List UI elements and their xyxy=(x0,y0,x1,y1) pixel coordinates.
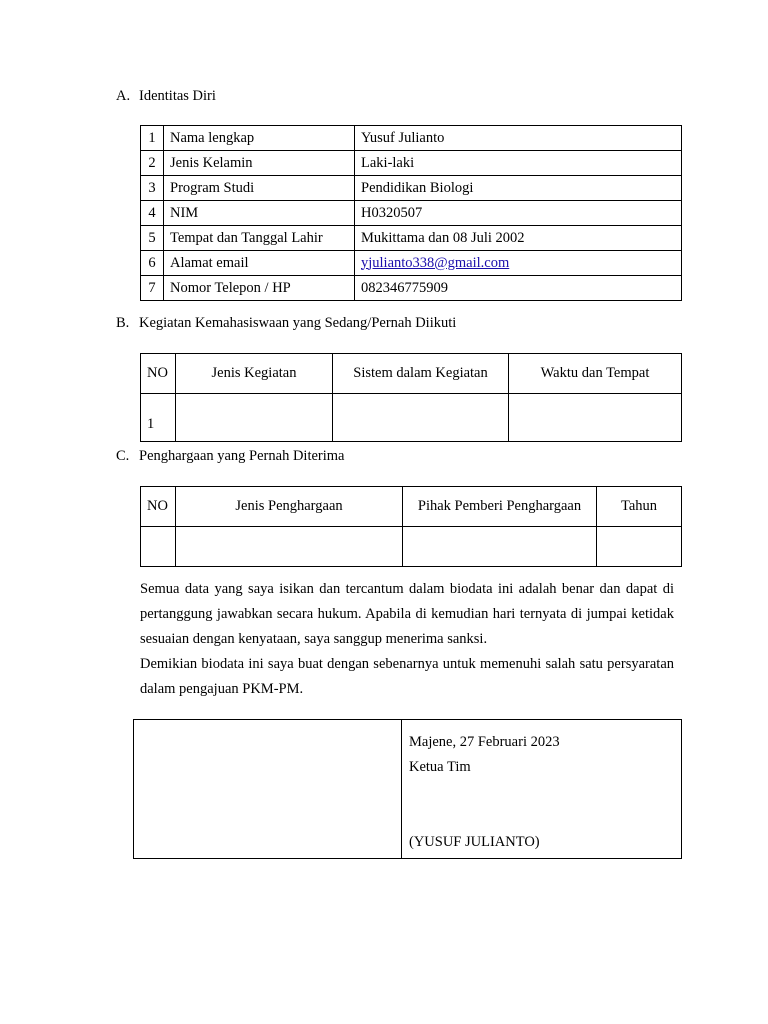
table-cell xyxy=(403,527,597,567)
signature-row xyxy=(134,720,682,859)
signer-role: Ketua Tim xyxy=(409,759,471,775)
field-value: Pendidikan Biologi xyxy=(355,176,682,201)
section-title: Identitas Diri xyxy=(139,88,216,104)
table-header-row xyxy=(141,487,682,527)
column-header: Jenis Kegiatan xyxy=(176,354,333,394)
column-header: Sistem dalam Kegiatan xyxy=(333,354,509,394)
field-label: Tempat dan Tanggal Lahir xyxy=(164,226,355,251)
table-cell xyxy=(176,527,403,567)
row-number: 7 xyxy=(141,276,164,301)
closing-paragraph: Demikian biodata ini saya buat dengan sebenarnya untuk memenuhi salah satu persyaratan dalam pengajuan PKM-PM. xyxy=(140,656,674,697)
column-header: NO xyxy=(141,354,176,394)
column-header: Tahun xyxy=(597,487,682,527)
table-cell xyxy=(141,527,176,567)
signature-table xyxy=(133,719,682,859)
section-letter: B. xyxy=(116,315,130,331)
section-a-heading xyxy=(116,88,216,105)
row-number: 5 xyxy=(141,226,164,251)
field-value: Yusuf Julianto xyxy=(355,126,682,151)
table-row xyxy=(141,276,682,301)
activities-table xyxy=(140,353,682,442)
row-number: 2 xyxy=(141,151,164,176)
section-b-heading xyxy=(116,315,456,332)
table-row xyxy=(141,151,682,176)
row-number: 3 xyxy=(141,176,164,201)
field-label: Nama lengkap xyxy=(164,126,355,151)
table-row xyxy=(141,527,682,567)
place-date: Majene, 27 Februari 2023 xyxy=(409,734,560,750)
section-title: Penghargaan yang Pernah Diterima xyxy=(139,448,345,464)
table-row xyxy=(141,394,682,442)
field-value: Mukittama dan 08 Juli 2002 xyxy=(355,226,682,251)
row-number: 6 xyxy=(141,251,164,276)
table-cell xyxy=(333,394,509,442)
section-c-heading xyxy=(116,448,345,465)
field-label: Alamat email xyxy=(164,251,355,276)
table-row xyxy=(141,251,682,276)
field-label: Nomor Telepon / HP xyxy=(164,276,355,301)
signer-name: (YUSUF JULIANTO) xyxy=(409,834,540,850)
table-cell xyxy=(176,394,333,442)
field-label: NIM xyxy=(164,201,355,226)
identity-table xyxy=(140,125,682,301)
statement-paragraph: Semua data yang saya isikan dan tercantum dalam biodata ini adalah benar dan dapat di pertanggung jawabkan secara hukum. Apabila di kemudian hari ternyata di jumpai ketidak sesuaian dengan kenyataan, saya sanggup menerima sanksi. xyxy=(140,581,674,647)
table-row xyxy=(141,176,682,201)
field-value: 082346775909 xyxy=(355,276,682,301)
section-letter: A. xyxy=(116,88,131,104)
section-title: Kegiatan Kemahasiswaan yang Sedang/Pernah Diikuti xyxy=(139,315,457,331)
column-header: Jenis Penghargaan xyxy=(176,487,403,527)
field-label: Jenis Kelamin xyxy=(164,151,355,176)
table-cell: 1 xyxy=(141,394,176,442)
section-letter: C. xyxy=(116,448,130,464)
row-number: 1 xyxy=(141,126,164,151)
column-header: NO xyxy=(141,487,176,527)
email-cell xyxy=(355,251,682,276)
row-number: 4 xyxy=(141,201,164,226)
email-link[interactable]: yjulianto338@gmail.com xyxy=(361,254,510,271)
awards-table xyxy=(140,486,682,567)
table-header-row xyxy=(141,354,682,394)
field-value: Laki-laki xyxy=(355,151,682,176)
field-label: Program Studi xyxy=(164,176,355,201)
table-row xyxy=(141,126,682,151)
table-row xyxy=(141,201,682,226)
column-header: Waktu dan Tempat xyxy=(509,354,682,394)
field-value: H0320507 xyxy=(355,201,682,226)
table-cell xyxy=(509,394,682,442)
column-header: Pihak Pemberi Penghargaan xyxy=(403,487,597,527)
signature-left-cell xyxy=(134,720,402,859)
table-row xyxy=(141,226,682,251)
table-cell xyxy=(597,527,682,567)
signature-right-cell xyxy=(402,720,682,859)
